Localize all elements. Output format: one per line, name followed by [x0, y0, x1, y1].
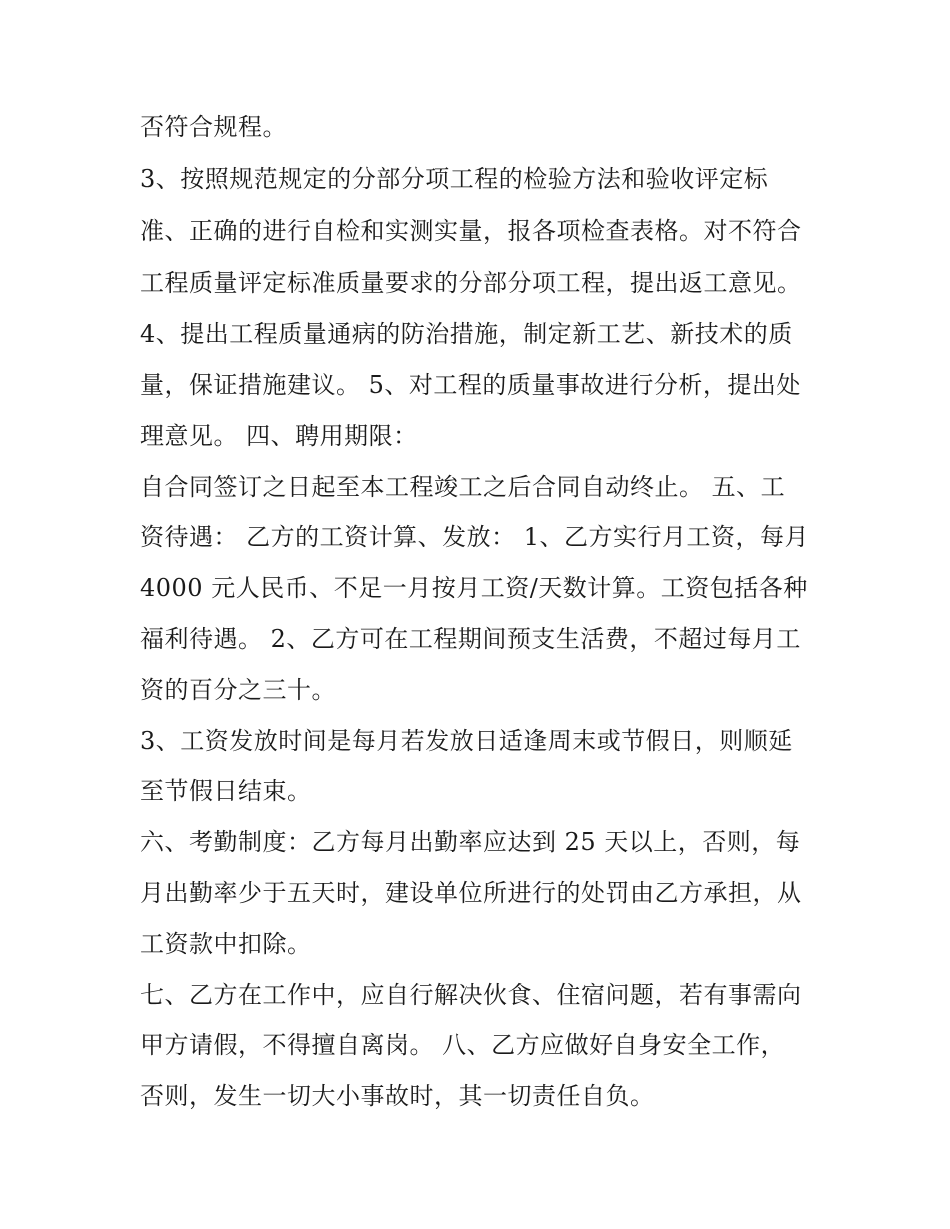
text-line: 4000 元人民币、不足一月按月工资/天数计算。工资包括各种: [140, 574, 808, 602]
text-line: 资待遇： 乙方的工资计算、发放： 1、乙方实行月工资，每月: [140, 523, 810, 551]
text-line: 否符合规程。: [140, 113, 287, 141]
text-line: 六、考勤制度：乙方每月出勤率应达到 25 天以上，否则，每: [140, 828, 801, 856]
text-line: 福利待遇。 2、乙方可在工程期间预支生活费，不超过每月工: [140, 625, 801, 653]
text-line: 否则，发生一切大小事故时，其一切责任自负。: [140, 1082, 655, 1110]
text-line: 七、乙方在工作中，应自行解决伙食、住宿问题，若有事需向: [140, 981, 802, 1009]
text-line: 资的百分之三十。: [140, 676, 336, 704]
text-line: 月出勤率少于五天时，建设单位所进行的处罚由乙方承担，从: [140, 879, 802, 907]
text-line: 3、工资发放时间是每月若发放日适逢周末或节假日，则顺延: [140, 727, 793, 755]
text-line: 工资款中扣除。: [140, 930, 312, 958]
text-line: 至节假日结束。: [140, 777, 312, 805]
text-line: 量，保证措施建议。 5、对工程的质量事故进行分析，提出处: [140, 371, 801, 399]
text-line: 3、按照规范规定的分部分项工程的检验方法和验收评定标: [140, 165, 769, 193]
text-line: 工程质量评定标准质量要求的分部分项工程，提出返工意见。: [140, 269, 802, 297]
text-line: 理意见。 四、聘用期限：: [140, 422, 418, 450]
text-line: 甲方请假，不得擅自离岗。 八、乙方应做好自身安全工作，: [140, 1031, 786, 1059]
text-line: 自合同签订之日起至本工程竣工之后合同自动终止。 五、工: [140, 473, 786, 501]
text-line: 4、提出工程质量通病的防治措施，制定新工艺、新技术的质: [140, 320, 793, 348]
text-line: 准、正确的进行自检和实测实量，报各项检查表格。对不符合: [140, 217, 802, 245]
